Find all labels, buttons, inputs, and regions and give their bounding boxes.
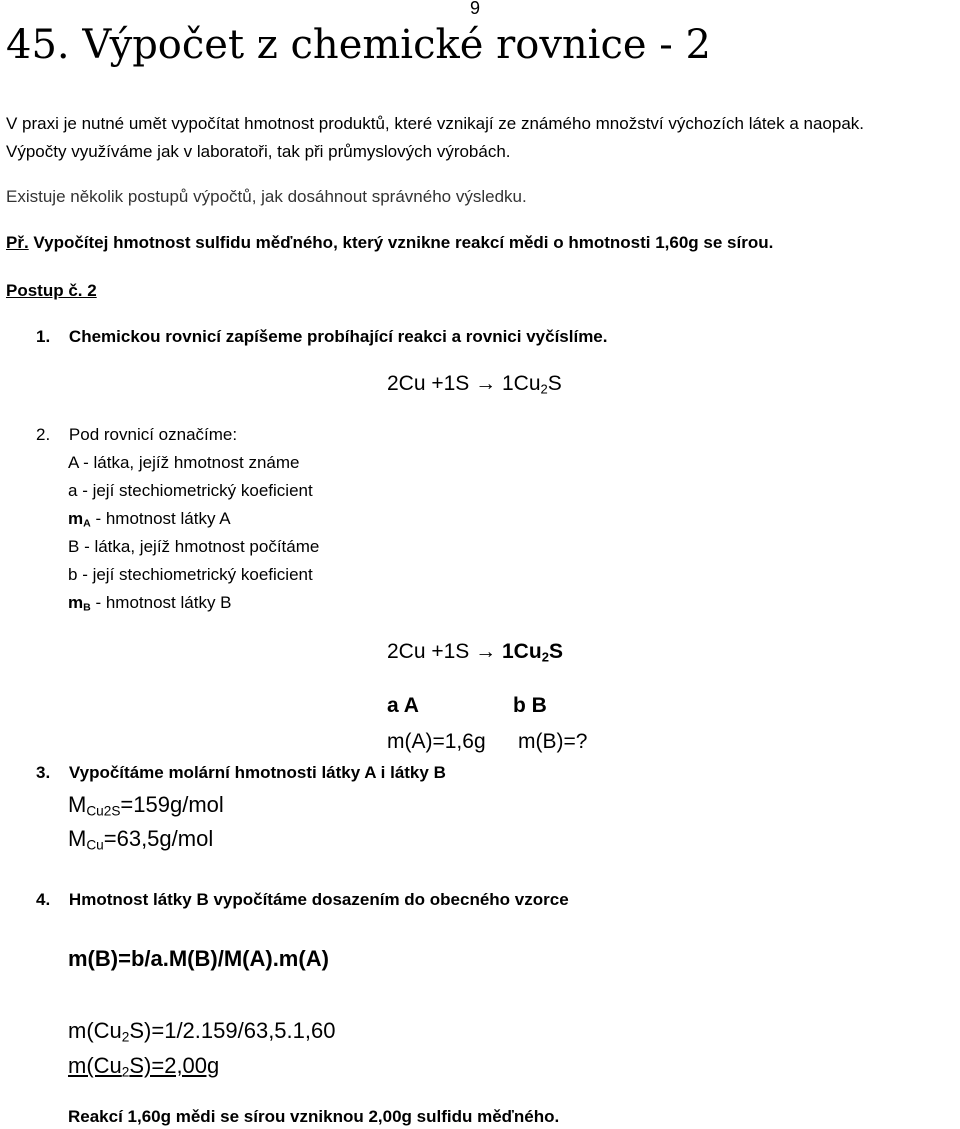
list-item xyxy=(68,537,319,557)
equation-2 xyxy=(387,640,563,664)
item-key: A xyxy=(68,453,79,472)
intro-line-3: Existuje několik postupů výpočtů, jak dosáhnout správného výsledku. xyxy=(6,187,527,206)
equation-product-tail: S xyxy=(547,372,562,395)
list-item xyxy=(68,453,300,473)
calc-sub: 2 xyxy=(121,1064,130,1080)
item-sub: A xyxy=(83,517,91,530)
example-task xyxy=(6,233,773,253)
item-key: B xyxy=(68,537,80,556)
calculation-2 xyxy=(68,1053,219,1079)
example-prefix: Př. xyxy=(6,233,29,252)
mass-left: m(A)=1,6g xyxy=(387,730,486,753)
molar-sub: Cu2S xyxy=(86,803,121,819)
calc-part: m(Cu xyxy=(68,1053,122,1078)
page-number: 9 xyxy=(470,0,481,18)
conclusion: Reakcí 1,60g mědi se sírou vzniknou 2,00g sulfidu měďného. xyxy=(68,1107,560,1126)
item-text: - její stechiometrický koeficient xyxy=(77,565,313,584)
item-sub: B xyxy=(83,601,91,614)
step-1-text: Chemickou rovnicí zapíšeme probíhající reakci a rovnici vyčíslíme. xyxy=(68,327,608,346)
molar-symbol: M xyxy=(68,792,87,817)
step-2 xyxy=(36,425,237,445)
item-text: - její stechiometrický koeficient xyxy=(77,481,313,500)
step-1 xyxy=(36,327,608,347)
equation-product: 1Cu xyxy=(502,640,542,663)
molar-value: =63,5g/mol xyxy=(103,826,214,851)
step-4-number: 4. xyxy=(36,890,51,909)
item-key: m xyxy=(68,509,84,528)
list-item xyxy=(68,509,231,530)
list-item xyxy=(68,565,313,585)
calc-sub: 2 xyxy=(121,1029,130,1045)
intro-line-2: Výpočty využíváme jak v laboratoři, tak při průmyslových výrobách. xyxy=(6,142,511,161)
step-4-text: Hmotnost látky B vypočítáme dosazením do obecného vzorce xyxy=(68,890,569,909)
equation-left: 2Cu +1S xyxy=(387,640,470,663)
step-3-text: Vypočítáme molární hmotnosti látky A i látky B xyxy=(68,763,446,782)
label-right: b B xyxy=(513,694,547,717)
item-key: m xyxy=(68,593,84,612)
calc-part: m(Cu xyxy=(68,1018,122,1043)
list-item xyxy=(68,593,232,614)
item-text: - hmotnost látky A xyxy=(90,509,231,528)
procedure-label: Postup č. 2 xyxy=(6,281,97,300)
molar-symbol: M xyxy=(68,826,87,851)
example-text: Vypočítej hmotnost sulfidu měďného, který vznikne reakcí mědi o hmotnosti 1,60g se sírou. xyxy=(28,233,774,252)
molar-value: =159g/mol xyxy=(120,792,224,817)
item-text: - hmotnost látky B xyxy=(90,593,232,612)
equation-product-sub: 2 xyxy=(540,381,548,397)
step-3-number: 3. xyxy=(36,763,51,782)
calc-part: S)=1/2.159/63,5.1,60 xyxy=(129,1018,336,1043)
molar-sub: Cu xyxy=(86,837,104,853)
mass-right: m(B)=? xyxy=(518,730,588,753)
molar-mass-cu2s xyxy=(68,792,224,818)
calc-part: S)=2,00g xyxy=(129,1053,220,1078)
equation-1 xyxy=(387,372,562,396)
equation-left: 2Cu +1S xyxy=(387,372,470,395)
equation-product-tail: S xyxy=(548,640,563,663)
page-title: 45. Výpočet z chemické rovnice - 2 xyxy=(6,22,711,68)
step-4 xyxy=(36,890,569,910)
general-formula: m(B)=b/a.M(B)/M(A).m(A) xyxy=(68,946,329,971)
step-2-number: 2. xyxy=(36,425,51,444)
arrow-icon: → xyxy=(475,640,497,663)
step-2-text: Pod rovnicí označíme: xyxy=(68,425,238,444)
item-key: a xyxy=(68,481,78,500)
item-key: b xyxy=(68,565,78,584)
equation-product-sub: 2 xyxy=(541,649,549,665)
label-left: a A xyxy=(387,694,419,717)
arrow-icon: → xyxy=(475,372,497,395)
item-text: - látka, jejíž hmotnost počítáme xyxy=(79,537,320,556)
calculation-1 xyxy=(68,1018,335,1044)
molar-mass-cu xyxy=(68,826,213,852)
list-item xyxy=(68,481,313,501)
step-1-number: 1. xyxy=(36,327,51,346)
equation-product: 1Cu xyxy=(502,372,541,395)
item-text: - látka, jejíž hmotnost známe xyxy=(78,453,300,472)
intro-line-1: V praxi je nutné umět vypočítat hmotnost produktů, které vznikají ze známého množství výchozích látek a naopak. xyxy=(6,114,864,133)
step-3 xyxy=(36,763,446,783)
